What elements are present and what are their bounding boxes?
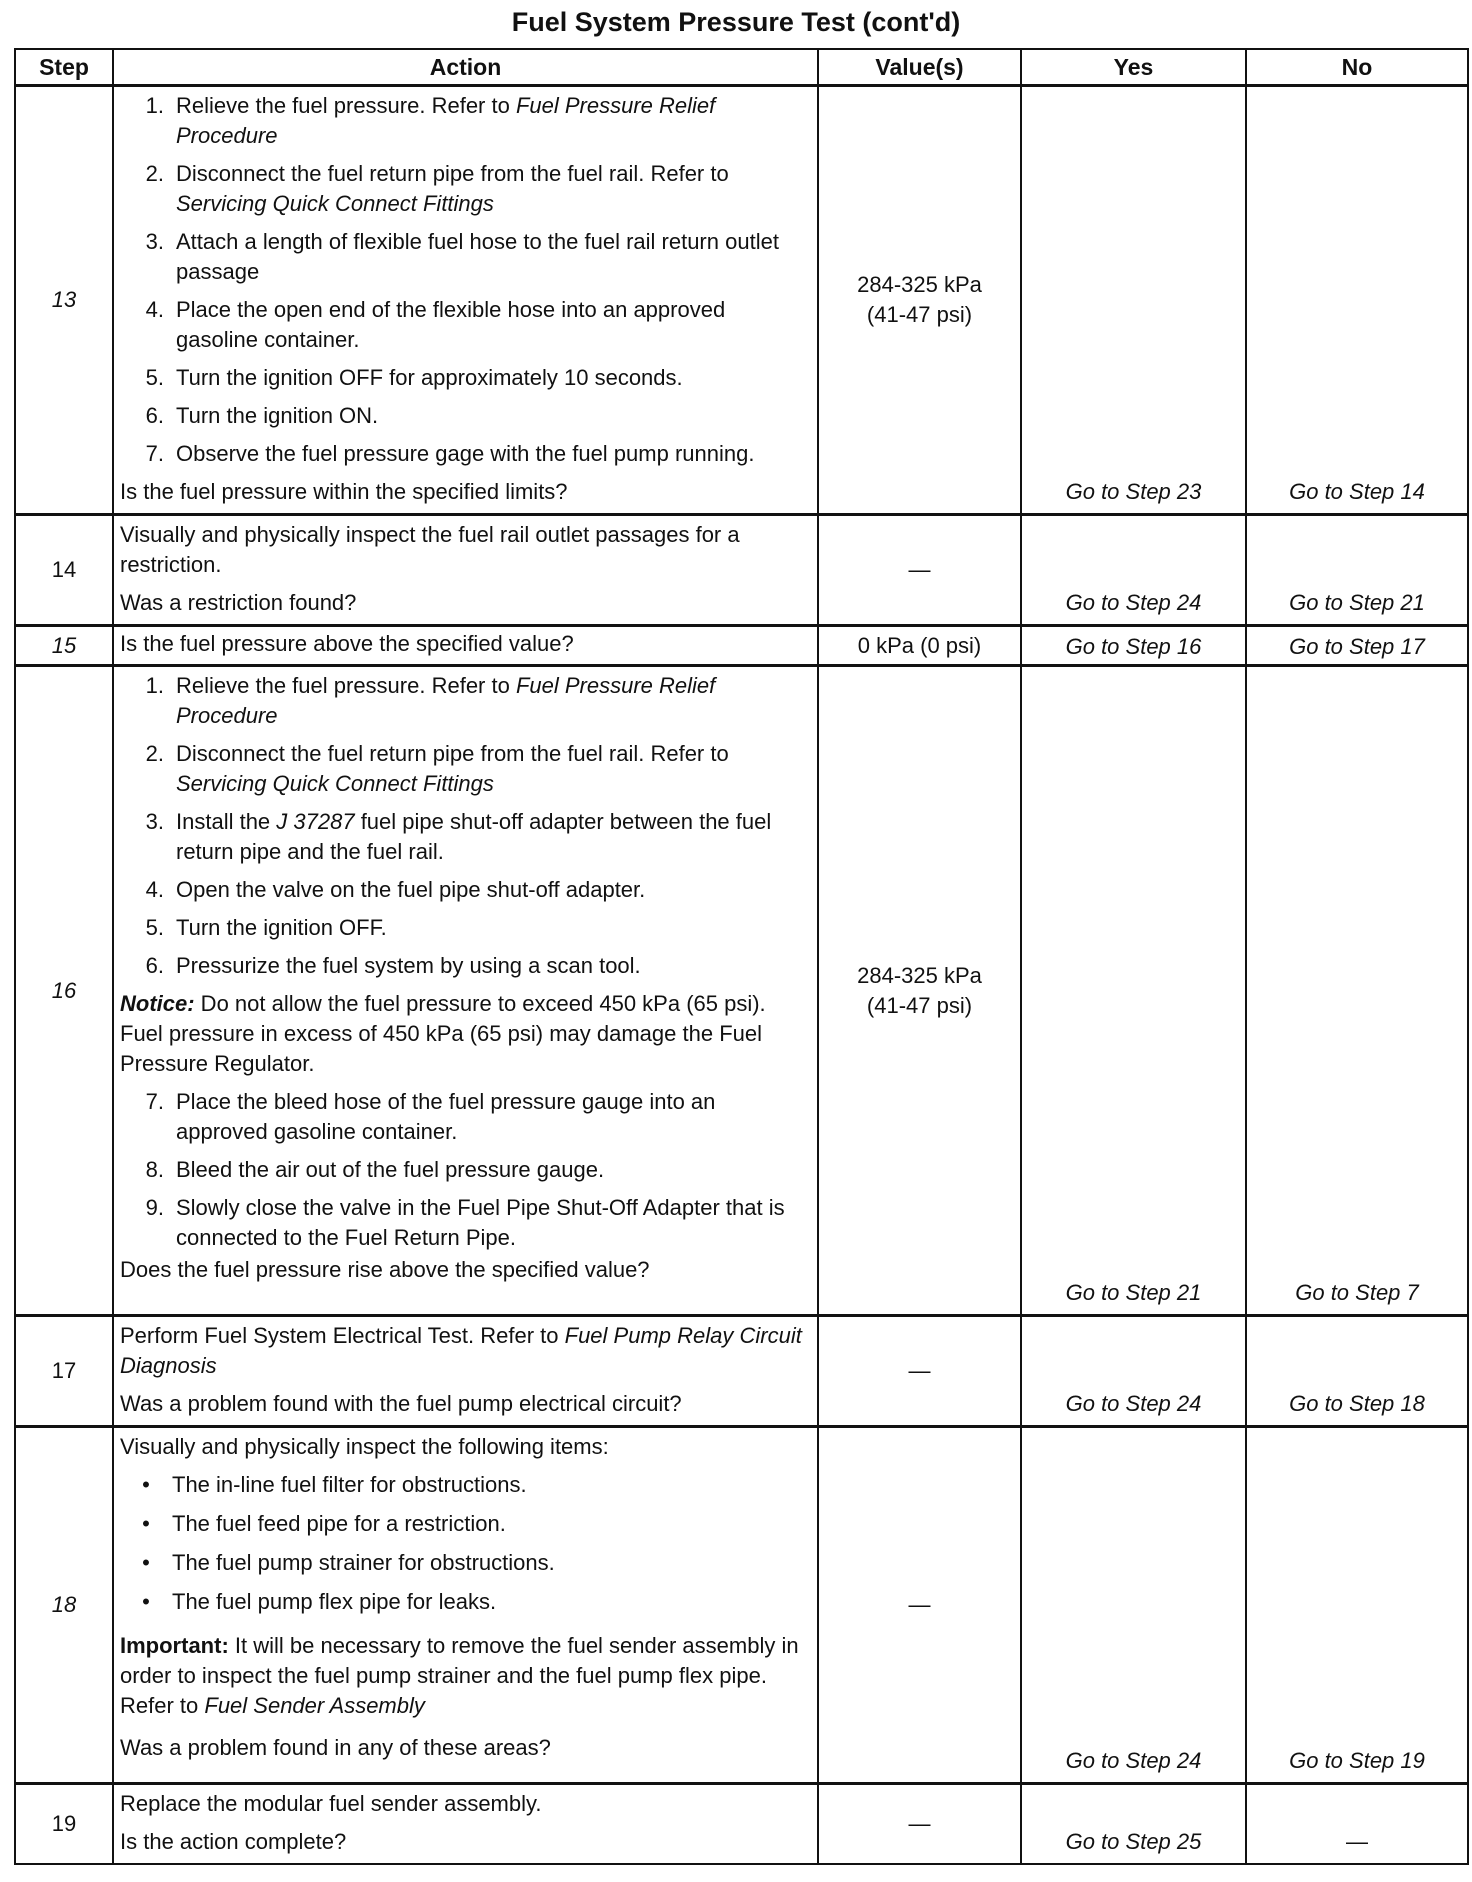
list-item: 7. Observe the fuel pressure gage with the fuel pump running. (145, 441, 755, 466)
step-number: 16 (15, 666, 113, 1316)
table-row-step-13 (15, 86, 1468, 515)
value-cell: 0 kPa (0 psi) (818, 626, 1021, 666)
header-no: No (1246, 49, 1468, 86)
list-item: 7. Place the bleed hose of the fuel pressure gauge into an approved gasoline container. (145, 1089, 716, 1144)
question: Is the fuel pressure within the specified limits? (120, 479, 568, 504)
header-step: Step (15, 49, 113, 86)
list-item: 1. Relieve the fuel pressure. Refer to Fuel Pressure Relief Procedure (145, 673, 716, 728)
list-item: • The fuel pump strainer for obstructions. (142, 1550, 555, 1575)
header-values: Value(s) (818, 49, 1021, 86)
step-number: 17 (15, 1316, 113, 1427)
no-cell: — (1246, 1784, 1468, 1865)
action-cell: Replace the modular fuel sender assembly. Is the action complete? (113, 1784, 818, 1865)
notice: Notice: Do not allow the fuel pressure to exceed 450 kPa (65 psi). Fuel pressure in excess of 450 kPa (65 psi) may damage the Fuel Pressure Regulator. (120, 991, 766, 1076)
step-number: 13 (15, 86, 113, 515)
list-item: 2. Disconnect the fuel return pipe from the fuel rail. Refer to Servicing Quick Connect Fittings (145, 161, 729, 216)
list-item: 2. Disconnect the fuel return pipe from the fuel rail. Refer to Servicing Quick Connect Fittings (145, 741, 729, 796)
question: Was a restriction found? (120, 590, 357, 615)
table-row-step-18 (15, 1427, 1468, 1784)
no-cell: Go to Step 17 (1246, 626, 1468, 666)
list-item: • The fuel pump flex pipe for leaks. (142, 1589, 497, 1614)
table-row-step-15 (15, 626, 1468, 666)
step-number: 18 (15, 1427, 113, 1784)
table-row-step-16 (15, 666, 1468, 1316)
list-item: 4. Open the valve on the fuel pipe shut-off adapter. (145, 877, 646, 902)
step-number: 19 (15, 1784, 113, 1865)
yes-cell: Go to Step 21 (1021, 666, 1246, 1316)
question: Is the action complete? (120, 1829, 347, 1854)
action-cell: Visually and physically inspect the fuel rail outlet passages for a restriction. Was a restriction found? (113, 515, 818, 626)
value-cell: — (818, 515, 1021, 626)
no-cell: Go to Step 14 (1246, 86, 1468, 515)
no-cell: Go to Step 18 (1246, 1316, 1468, 1427)
yes-cell: Go to Step 16 (1021, 626, 1246, 666)
step-number: 14 (15, 515, 113, 626)
list-item: • The in-line fuel filter for obstructions. (142, 1472, 527, 1497)
action-cell (113, 86, 818, 515)
yes-cell: Go to Step 25 (1021, 1784, 1246, 1865)
list-item: 4. Place the open end of the flexible hose into an approved gasoline container. (145, 297, 726, 352)
diagnostic-table (14, 48, 1469, 1865)
yes-cell: Go to Step 24 (1021, 1316, 1246, 1427)
table-row-step-17 (15, 1316, 1468, 1427)
value-cell: 284-325 kPa (41-47 psi) (818, 666, 1021, 1316)
list-item: 5. Turn the ignition OFF. (145, 915, 387, 940)
value-cell: — (818, 1316, 1021, 1427)
question: Was a problem found in any of these areas? (120, 1735, 551, 1760)
table-row-step-19 (15, 1784, 1468, 1865)
value-cell: — (818, 1427, 1021, 1784)
value-cell: — (818, 1784, 1021, 1865)
value-cell: 284-325 kPa (41-47 psi) (818, 86, 1021, 515)
list-item: 6. Turn the ignition ON. (145, 403, 379, 428)
step-number: 15 (15, 626, 113, 666)
action-cell (113, 666, 818, 1316)
yes-cell: Go to Step 23 (1021, 86, 1246, 515)
list-item: 3. Install the J 37287 fuel pipe shut-off adapter between the fuel return pipe and the fuel rail. (145, 809, 772, 864)
action-cell: Perform Fuel System Electrical Test. Refer to Fuel Pump Relay Circuit Diagnosis Was a problem found with the fuel pump electrical circuit? (113, 1316, 818, 1427)
list-item: • The fuel feed pipe for a restriction. (142, 1511, 506, 1536)
no-cell: Go to Step 7 (1246, 666, 1468, 1316)
list-item: 1. Relieve the fuel pressure. Refer to Fuel Pressure Relief Procedure (145, 93, 716, 148)
header-action: Action (113, 49, 818, 86)
action-cell: Is the fuel pressure above the specified value? (113, 626, 818, 666)
list-item: 5. Turn the ignition OFF for approximately 10 seconds. (145, 365, 683, 390)
question: Was a problem found with the fuel pump electrical circuit? (120, 1391, 682, 1416)
question: Does the fuel pressure rise above the specified value? (120, 1257, 650, 1282)
important-note: Important: It will be necessary to remove the fuel sender assembly in order to inspect the fuel pump strainer and the fuel pump flex pipe. Refer to Fuel Sender Assembly (120, 1633, 799, 1718)
list-item: 9. Slowly close the valve in the Fuel Pipe Shut-Off Adapter that is connected to the Fuel Return Pipe. (145, 1195, 785, 1250)
header-row (15, 49, 1468, 86)
list-item: 6. Pressurize the fuel system by using a scan tool. (145, 953, 641, 978)
no-cell: Go to Step 19 (1246, 1427, 1468, 1784)
yes-cell: Go to Step 24 (1021, 515, 1246, 626)
no-cell: Go to Step 21 (1246, 515, 1468, 626)
list-item: 8. Bleed the air out of the fuel pressure gauge. (145, 1157, 605, 1182)
header-yes: Yes (1021, 49, 1246, 86)
table-row-step-14 (15, 515, 1468, 626)
action-cell: Visually and physically inspect the following items: • The in-line fuel filter for obstructions. • The fuel feed pipe for a restriction. • The fuel pump strainer for obstructions. • The fuel pump flex pipe for leaks. Important: It will be necessary to remove the fuel sender assembly in order to inspect the fuel pump strainer and the fuel pump flex pipe. Refer to Fuel Sender Assembly Was a problem found in any of these areas? (113, 1427, 818, 1784)
page-title: Fuel System Pressure Test (cont'd) (511, 7, 961, 37)
list-item: 3. Attach a length of flexible fuel hose to the fuel rail return outlet passage (145, 229, 779, 284)
yes-cell: Go to Step 24 (1021, 1427, 1246, 1784)
